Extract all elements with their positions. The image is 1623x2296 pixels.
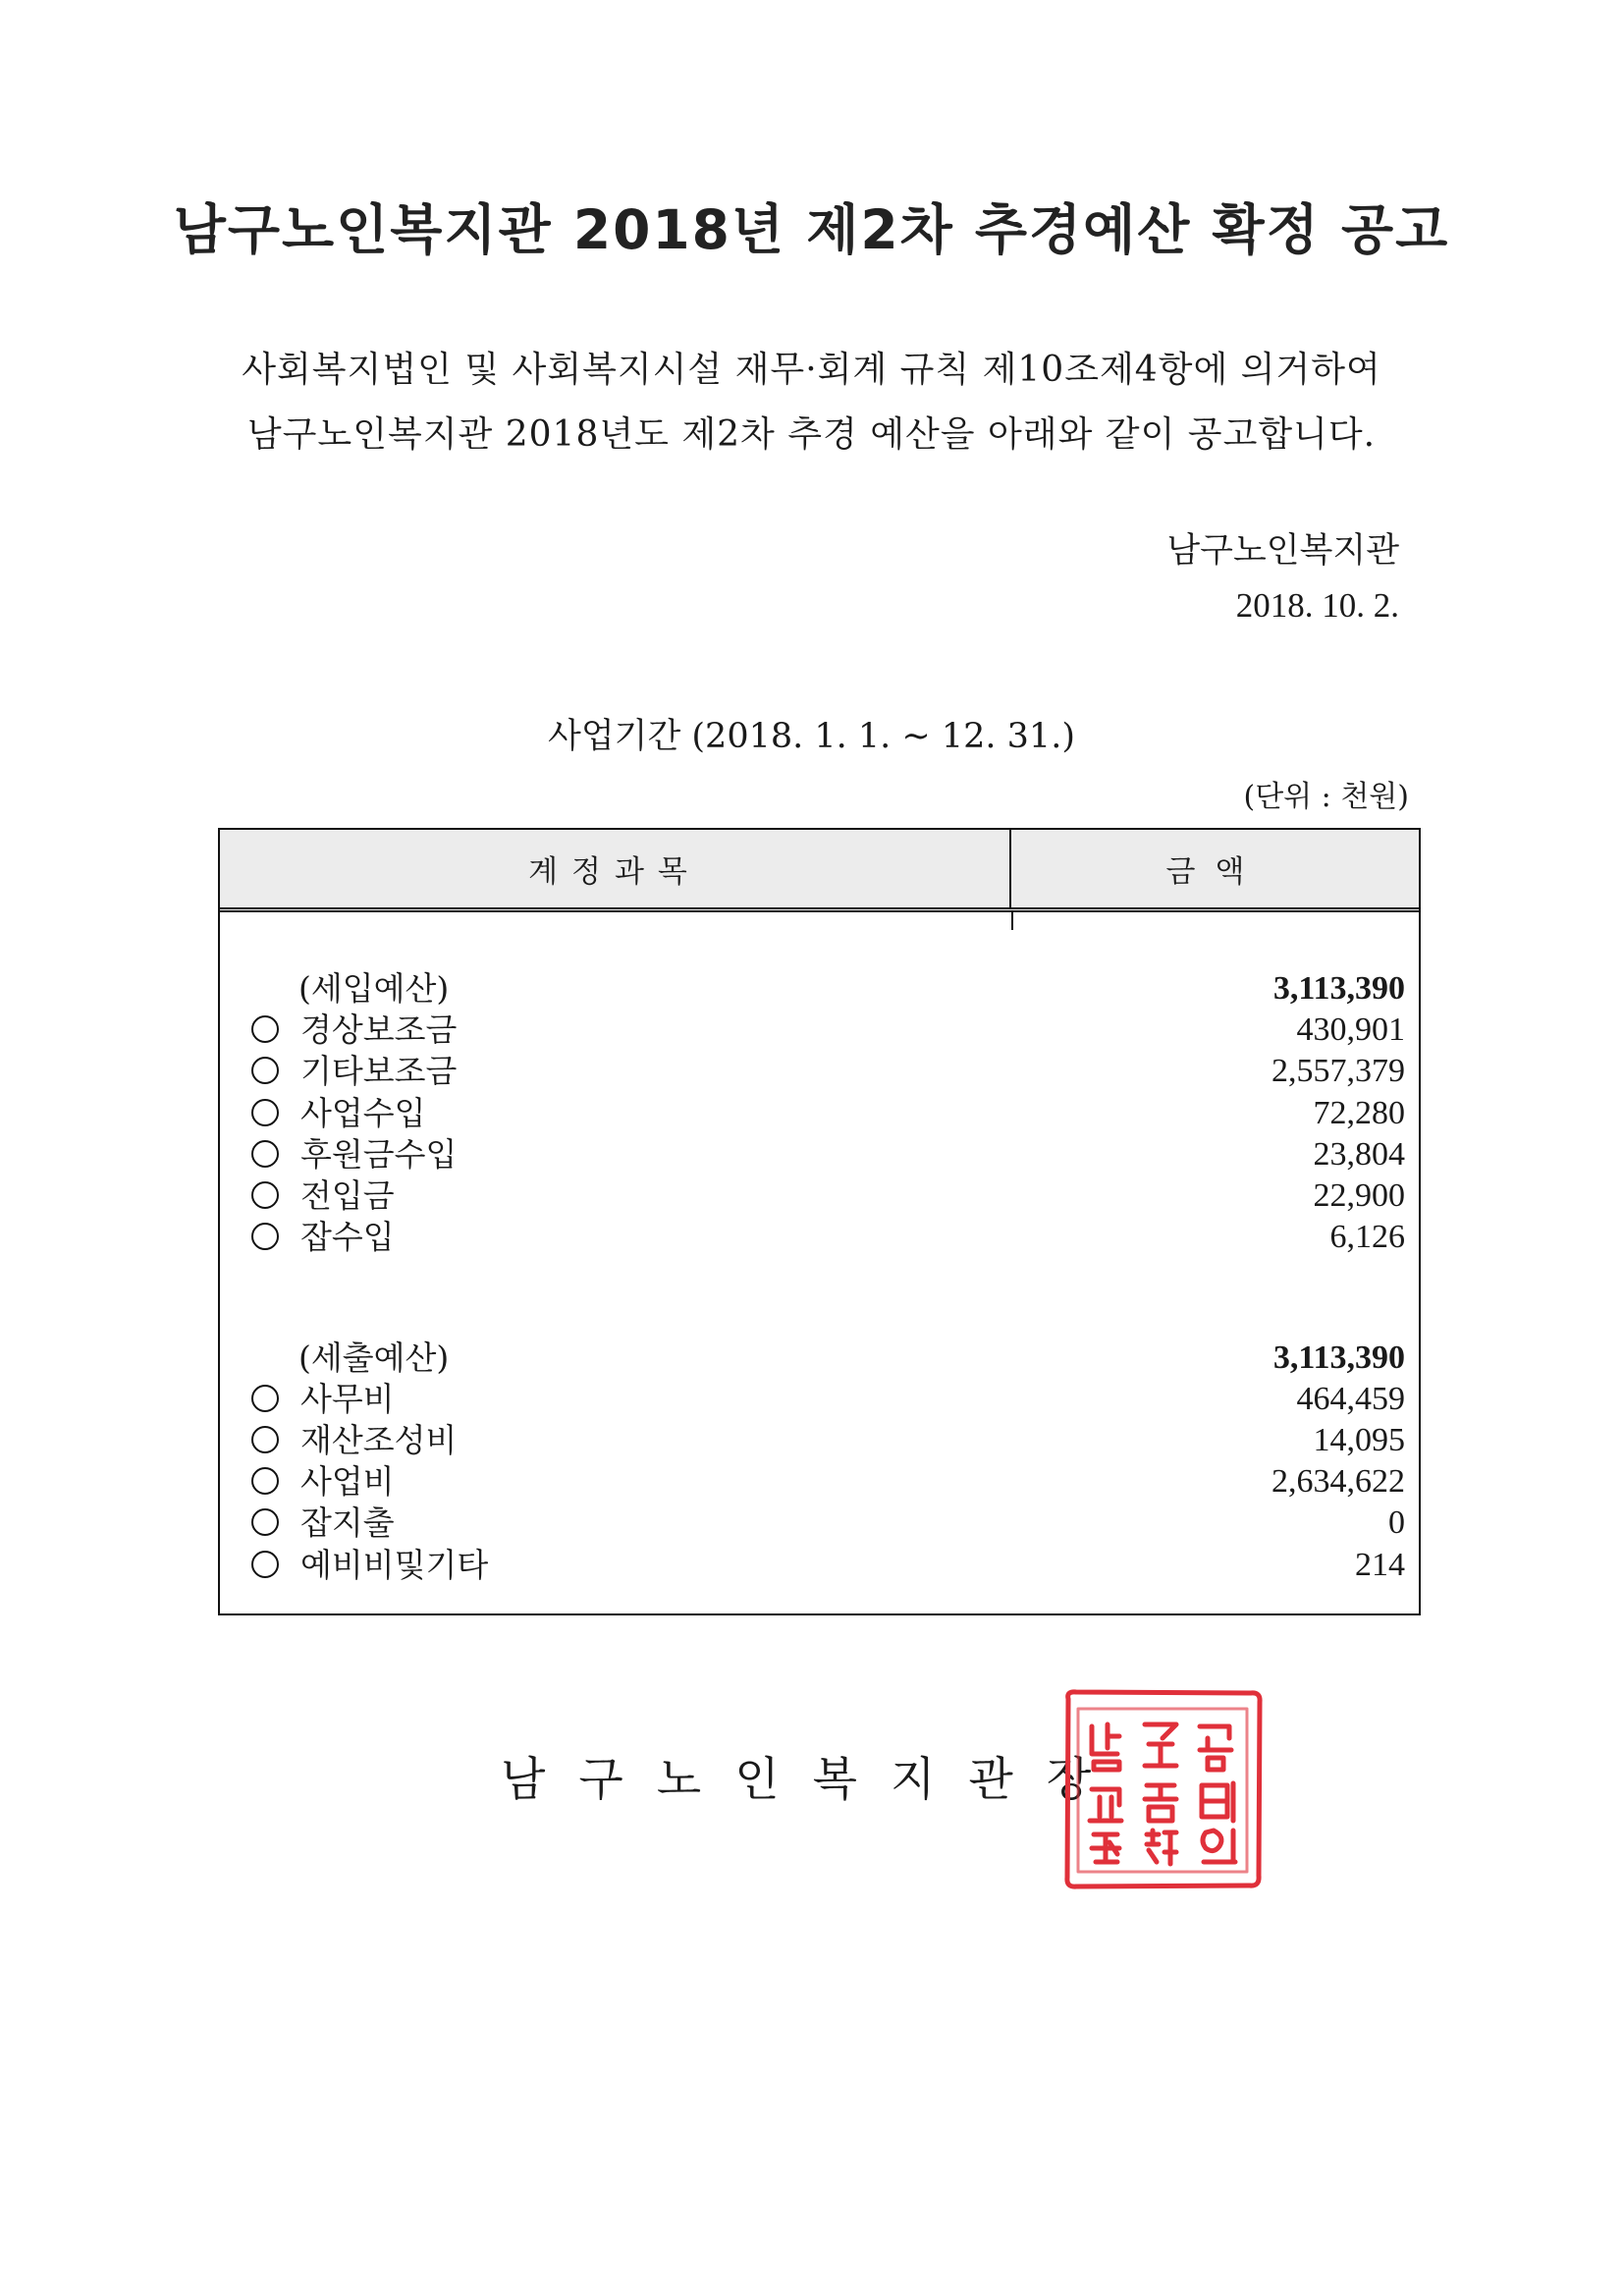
account-name: (세출예산) (298, 1338, 450, 1377)
table-row (220, 1544, 1419, 1587)
amount-value: 0 (1388, 1504, 1405, 1542)
circle-bullet-icon (251, 1099, 279, 1126)
account-label (251, 1419, 457, 1462)
footer-org-name: 남구노인복지관장 (501, 1753, 1125, 1807)
business-period: 사업기간 (2018. 1. 1. ~ 12. 31.) (548, 717, 1075, 756)
intro-line-1: 사회복지법인 및 사회복지시설 재무·회계 규칙 제10조제4항에 의거하여 (242, 350, 1381, 390)
amount-value: 22,900 (1313, 1177, 1405, 1214)
amount-value: 3,113,390 (1272, 1339, 1405, 1376)
table-row (220, 1502, 1419, 1545)
account-label (251, 1092, 426, 1135)
circle-bullet-icon (251, 1015, 279, 1043)
account-label (251, 1460, 395, 1503)
amount-value: 214 (1355, 1546, 1405, 1583)
section-label (298, 1337, 449, 1380)
account-name: (세입예산) (298, 969, 450, 1008)
account-name: 기타보조금 (300, 1052, 458, 1091)
amount-value: 2,557,379 (1271, 1053, 1405, 1090)
budget-table (218, 828, 1421, 1615)
account-name: 예비비및기타 (300, 1545, 489, 1584)
table-row (220, 1092, 1419, 1135)
account-name: 재산조성비 (300, 1420, 458, 1459)
table-row (220, 1378, 1419, 1421)
table-row (220, 1009, 1419, 1052)
header-amount: 금액 (1165, 854, 1265, 890)
account-name: 사무비 (300, 1379, 395, 1418)
issuer-name: 남구노인복지관 (1166, 531, 1399, 571)
account-label (251, 1502, 395, 1545)
account-name: 후원금수입 (300, 1134, 458, 1174)
amount-value: 6,126 (1329, 1219, 1405, 1256)
table-header (220, 830, 1419, 912)
amount-value: 72,280 (1313, 1094, 1405, 1131)
circle-bullet-icon (251, 1385, 279, 1412)
account-label (251, 1378, 395, 1421)
account-label (251, 1050, 457, 1093)
official-seal (1060, 1687, 1267, 1891)
account-name: 전입금 (300, 1176, 395, 1215)
circle-bullet-icon (251, 1551, 279, 1578)
account-label (251, 1216, 395, 1259)
account-name: 경상보조금 (300, 1011, 458, 1050)
amount-value: 2,634,622 (1271, 1463, 1405, 1501)
account-name: 사업수입 (300, 1093, 426, 1132)
table-row (220, 1133, 1419, 1176)
intro-line-2: 남구노인복지관 2018년도 제2차 추경 예산을 아래와 같이 공고합니다. (246, 414, 1377, 455)
account-label (251, 1009, 457, 1052)
page-title: 남구노인복지관 2018년 제2차 추경예산 확정 공고 (173, 198, 1450, 261)
account-name: 잡지출 (300, 1503, 395, 1543)
table-row (220, 1050, 1419, 1093)
table-row (220, 1337, 1419, 1380)
table-row (220, 1216, 1419, 1259)
account-label (251, 1175, 395, 1218)
header-account: 계정과목 (220, 830, 1011, 907)
amount-value: 3,113,390 (1272, 970, 1405, 1007)
circle-bullet-icon (251, 1508, 279, 1536)
table-row (220, 1460, 1419, 1503)
circle-bullet-icon (251, 1467, 279, 1495)
circle-bullet-icon (251, 1426, 279, 1453)
account-label (251, 1133, 457, 1176)
account-label (251, 1544, 488, 1587)
circle-bullet-icon (251, 1140, 279, 1168)
table-row (220, 1419, 1419, 1462)
amount-value: 23,804 (1313, 1135, 1405, 1173)
issue-date: 2018. 10. 2. (1235, 586, 1399, 625)
amount-value: 430,901 (1296, 1011, 1405, 1049)
amount-value: 464,459 (1296, 1380, 1405, 1417)
section-label (298, 967, 449, 1011)
amount-value: 14,095 (1313, 1421, 1405, 1458)
column-divider (1011, 912, 1013, 930)
table-row (220, 1175, 1419, 1218)
circle-bullet-icon (251, 1181, 279, 1209)
account-name: 사업비 (300, 1462, 395, 1502)
unit-label: (단위 : 천원) (1243, 780, 1409, 814)
table-row (220, 967, 1419, 1011)
account-name: 잡수입 (300, 1218, 395, 1257)
circle-bullet-icon (251, 1223, 279, 1250)
circle-bullet-icon (251, 1057, 279, 1084)
